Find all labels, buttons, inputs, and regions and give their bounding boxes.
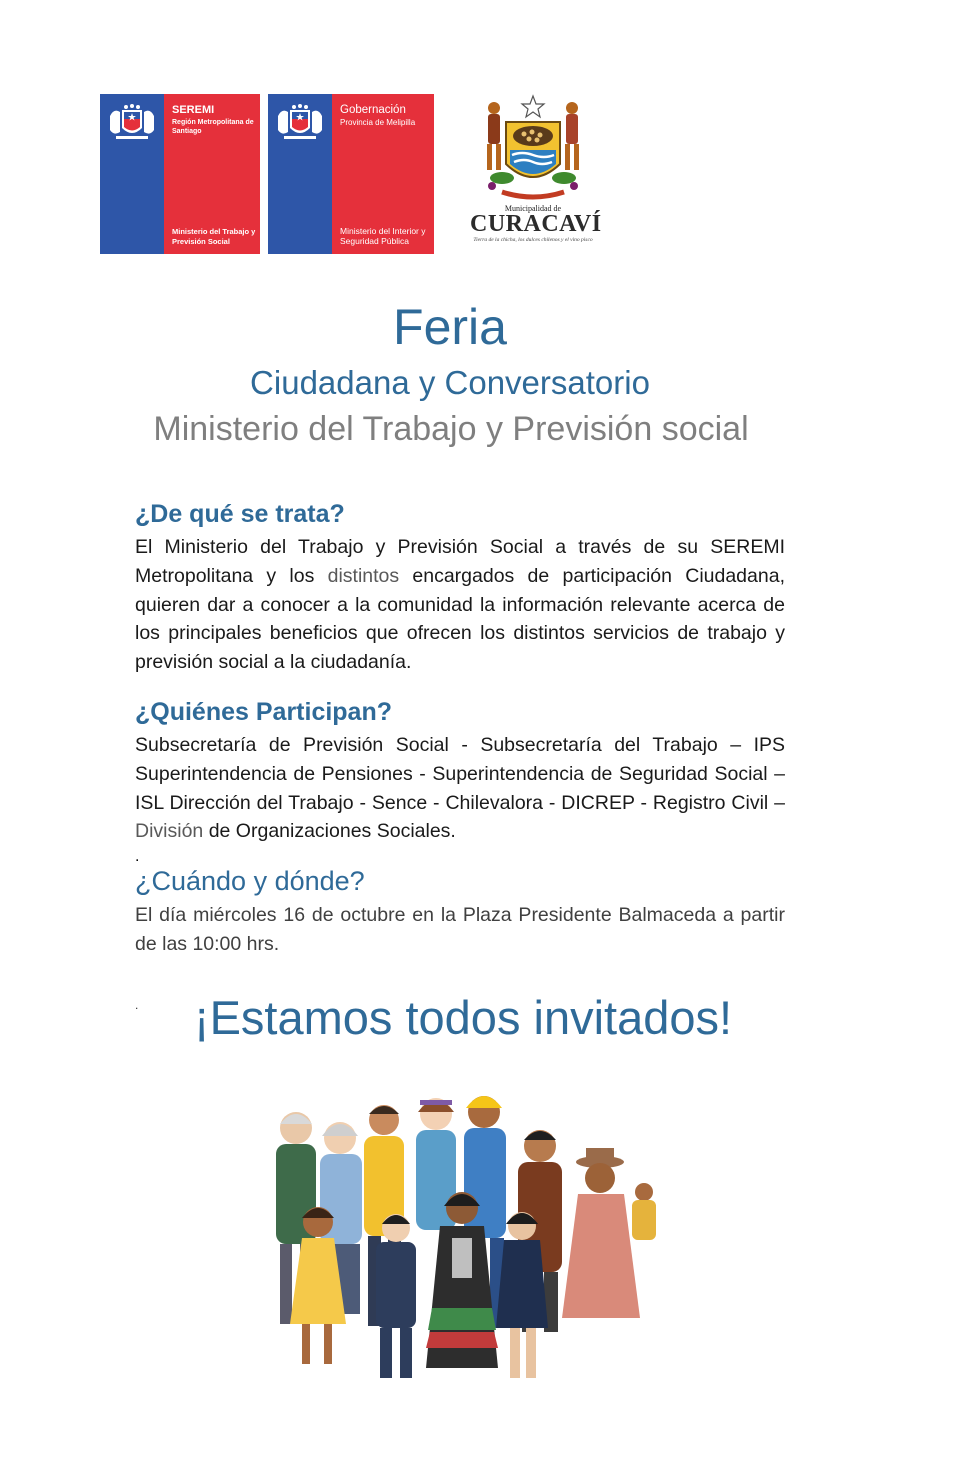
seremi-logo xyxy=(100,94,260,254)
invitation-text: ¡Estamos todos invitados! xyxy=(193,991,733,1044)
section-about-text-1: El Ministerio del Trabajo y Previsión Social a través de su SEREMI Metropolitana y los xyxy=(135,536,785,587)
section-participants-body xyxy=(135,731,785,846)
chile-coat-of-arms-icon xyxy=(106,102,158,142)
seremi-title: SEREMI xyxy=(172,104,215,116)
gobernacion-title: Gobernación xyxy=(340,104,406,116)
section-when-body: El día miércoles 16 de octubre en la Plaza Presidente Balmaceda a partir de las 10:00 hrs. xyxy=(135,904,785,955)
community-people-illustration xyxy=(248,1068,668,1398)
gobernacion-logo-blue-band xyxy=(268,94,332,254)
page-ministry-line: Ministerio del Trabajo y Previsión social xyxy=(153,410,749,448)
section-participants xyxy=(135,698,785,846)
curacavi-coat-of-arms-icon xyxy=(472,94,594,206)
section-when-heading: ¿Cuándo y dónde? xyxy=(135,866,365,896)
separator-dot: . xyxy=(135,848,140,865)
section-about-body xyxy=(135,533,785,677)
gobernacion-ministry: Ministerio del Interior y Seguridad Pública xyxy=(340,226,426,246)
page-subtitle: Ciudadana y Conversatorio xyxy=(250,364,650,401)
section-about-text-2: encargados de participación Ciudadana, quieren dar a conocer a la comunidad la información relevante acerca de los principales beneficios que ofrecen los distintos servicios de trabajo y previsión social a la ciudadanía. xyxy=(135,564,785,674)
woman-hat-baby-figure xyxy=(562,1148,656,1318)
chile-coat-of-arms-icon xyxy=(274,102,326,142)
logo-bar xyxy=(100,94,620,264)
section-about xyxy=(135,500,785,677)
seremi-ministry: Ministerio del Trabajo y Previsión Social xyxy=(172,227,256,246)
boy-suit-figure xyxy=(376,1214,416,1378)
gobernacion-province: Provincia de Melipilla xyxy=(340,118,416,127)
muni-tagline: Tierra de la chicha, los dulces chilenos y el vino pisco xyxy=(473,237,593,243)
seremi-region: Región Metropolitana de Santiago xyxy=(172,119,254,135)
section-about-text-gray: distintos xyxy=(327,564,400,587)
seremi-logo-red-band xyxy=(164,94,260,254)
muni-label: Municipalidad de xyxy=(504,204,562,213)
curacavi-logo xyxy=(470,94,602,254)
seremi-logo-blue-band xyxy=(100,94,164,254)
section-participants-text-2: de Organizaciones Sociales. xyxy=(203,820,456,843)
gobernacion-logo-red-band xyxy=(332,94,434,254)
muni-name: CURACAVÍ xyxy=(470,211,602,237)
section-participants-heading: ¿Quiénes Participan? xyxy=(135,698,393,726)
gobernacion-logo xyxy=(268,94,434,254)
section-about-heading: ¿De qué se trata? xyxy=(135,500,345,528)
section-participants-text-gray: División xyxy=(135,820,204,843)
section-participants-text-1: Subsecretaría de Previsión Social - Subsecretaría del Trabajo – IPS Superintendencia de Pensiones - Superintendencia de Seguridad Social – ISL Dirección del Trabajo - Sence - Chilevalora - DICREP - Registro Civil – xyxy=(135,734,785,814)
separator-dot-2: . xyxy=(135,998,139,1012)
section-when xyxy=(135,866,785,959)
page-title: Feria xyxy=(393,299,507,355)
